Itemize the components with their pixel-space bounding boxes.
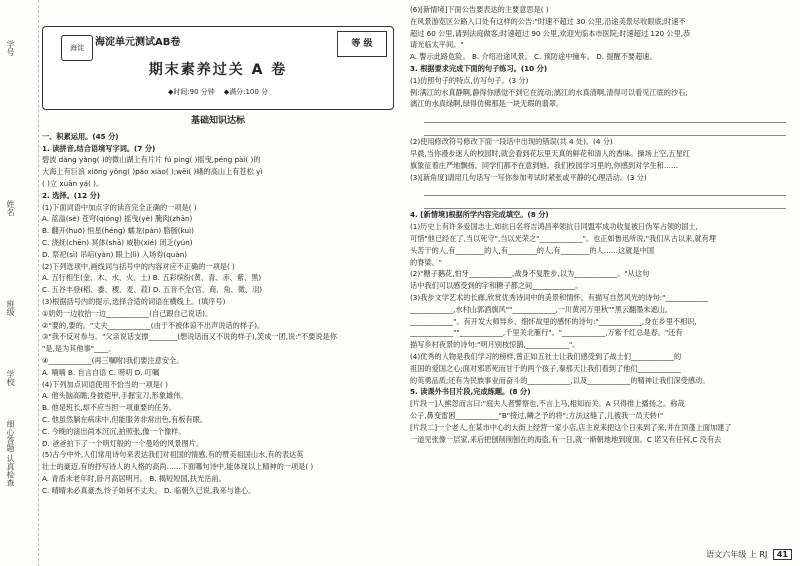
answer-line[interactable]: [424, 196, 786, 209]
question-line: 旗象征着庄严地飘扬。同学们都不在意到她。我们校园学习里的,你感到对学生和……: [410, 160, 679, 170]
question-line: 2. 选择。(12 分): [42, 190, 101, 200]
class-label: 班级: [6, 300, 15, 316]
question-line: 大海上有巨浪 xiōng yǒng( )páo xiào( );wēi( )峨的高山上有苍松 yì: [42, 167, 263, 177]
answer-line[interactable]: [424, 123, 786, 136]
question-line: 3. 根据要求完成下面的句子练习。(10 分): [410, 63, 548, 73]
left-column: [42, 0, 394, 497]
question-line: (3)根据括号内的提示,选择合适的词语在横线上。(填序号): [42, 296, 226, 306]
publisher-logo: 海淀: [61, 35, 93, 61]
question-line: [片段一]人熊忽而言曰:"庭夫人者警察也,不言上马,相知而关。A 只得推上播扬之。称哉: [410, 399, 685, 409]
question-line: A. 喃喃 B. 自言自语 C. 唠叨 D. 叮嘱: [42, 367, 160, 377]
series-name: 海淀单元测试AB卷: [95, 37, 181, 48]
question-line: (1)仿照句子的特点,仿写句子。(3 分): [410, 75, 529, 85]
question-line: (2)下列选项中,画线词与括号中的内容对应不正确的一项是( ): [42, 261, 235, 271]
margin-decoration: 细心答题 认真检查: [6, 420, 15, 487]
student-info-margin: [0, 0, 39, 566]
question-line: A. 青盾未老年时,卧月高居明月。 B. 揭短短国,扶光岳前。: [42, 473, 226, 483]
question-line: (2)"糖子鹅花,怕牙____________,战身不复胜步,以为____________。"从这句: [410, 269, 650, 279]
page-footer: [706, 549, 792, 560]
question-line: 请光临太平间。": [410, 40, 464, 50]
question-line: (3)[新角度]请用几句话写一写你参加考试时紧张或平静的心理活动。(3 分): [410, 172, 647, 182]
question-line: A. 警示此路危险。 B. 介绍沿途风景。 C. 预防途中撞车。 D. 提醒不要超速。: [410, 52, 657, 62]
question-line: 例:满江的水真静啊,静得你感觉不到它在流动;漓江的水真清啊,清得可以看见江底的沙石;: [410, 87, 688, 97]
question-line: 一道见张像一层家,来后把刨削削刨在的海盗,有一日,就一渐朝地地到度面。C 诺又有任何,C 没有去: [410, 434, 722, 444]
exam-title: 期末素养过关 A 卷: [148, 62, 288, 78]
question-line: ②"要的,要的。"丈夫____________(由于不被体谅不出声说话的样子)。: [42, 320, 265, 330]
question-line: ①奶奶一边收拾一边____________(自己跟自己说话)。: [42, 308, 213, 318]
question-line: 壮士的豪迈,有的抒写诗人的人格的高尚……下面哪句诗中,能体现以上精神的一项是( ): [42, 462, 314, 472]
question-line: (1)历史上有许多爱国志士,如抗日名将吉鸿昌率领抗日同盟军成功收复被日伪军占领的国土,: [410, 222, 698, 232]
answer-line[interactable]: [424, 183, 786, 196]
question-line: ____________"。有开发大师异乡、细怀故里的感怀的诗句:"____________,身在乡里不相识,: [410, 316, 697, 326]
question-line: B. 他是班长,却不应当担一项重要的任务。: [42, 403, 176, 413]
question-line: "是,是为其他事"____。: [42, 344, 116, 354]
footer-label: 语文六年级 上 RJ: [706, 550, 768, 559]
question-line: 头苦干的人,有________的人,有________的人,有________的人……这就是中国: [410, 245, 655, 255]
question-line: A. 他头脑高瞻,身披铠甲,手握宝刀,形象雄伟。: [42, 391, 188, 401]
question-line: ____________,水村山郭酒旗风""____________,一川黄河万里秋""黑云翻墨未遮山,: [410, 304, 668, 314]
question-line: (2)使用修改符号修改下面一段话中出现的错误(共 4 处)。(4 分): [410, 137, 613, 147]
exam-meta: [43, 87, 393, 99]
question-line: 的英勇品质;还有为民族事业而奋斗的____________,以及____________的精神让我们深受感动。: [410, 375, 710, 385]
question-line: 漓江的水真绿啊,绿得仿佛那是一块无瑕的翡翠。: [410, 99, 564, 109]
question-line: (1)下面词语中加点字的读音完全正确的一项是( ): [42, 202, 197, 212]
question-line: 超过 60 公里,请到法庭做客;时速超过 90 公里,欢迎光临本市医院;时速超过 120 公里,恭: [410, 28, 691, 38]
question-line: B. 翻开(huō) 恒星(héng) 蠕龙(pán) 胳肠(kuì): [42, 226, 194, 236]
question-line: 祖国的爱国之心;面对邪恶死而甘于的两个孩子,秦那天让我们看到了他们____________: [410, 363, 681, 373]
question-line: 1. 读拼音,结合语境写字词。(7 分): [42, 143, 156, 153]
question-line: C. 五谷丰登(稻、黍、稷、麦、菽) D. 五音不全(宫、商、角、徵、羽): [42, 285, 263, 295]
question-line: D. 祭祀(sì) 吊唁(yàn) 眼上(lì) 入场券(quàn): [42, 249, 188, 259]
question-line: 4. [新情境]根据所学内容完成填空。(8 分): [410, 210, 549, 220]
question-line: C. 他虽然躺在病床中,但能服务非常出色,有板有眼。: [42, 414, 208, 424]
question-line: (4)优秀的人物是我们学习的榜样,曾正如五社士让我们感受到了战士们____________的: [410, 351, 682, 361]
question-line: (6)[新情境]下面公告要表达的主要意思是( ): [410, 5, 549, 14]
question-line: 碧波 dàng yàng( )的微山湖上有片片 fú píng( )摇曳,péng pài( )的: [42, 155, 261, 165]
question-line: (4)下列加点词语使用不恰当的一项是( ): [42, 379, 168, 389]
right-column: [410, 4, 794, 445]
answer-line[interactable]: [424, 110, 786, 123]
question-line: A. 五行相生(金、木、水、火、土) B. 五彩缤纷(黄、青、赤、紫、黑): [42, 273, 262, 283]
question-line: 描写乡村夜景的诗句:"明月别枝惊鹊,____________"。: [410, 340, 580, 350]
exam-header: [42, 26, 394, 110]
question-line: C. 今晚的演出尚本沉沉,拍照张,像一个像样。: [42, 426, 186, 436]
question-line: A. 蓝溢(sè) 苍穹(qióng) 摇曳(yè) 腌肉(zhān): [42, 214, 193, 224]
school-label: 学校: [6, 370, 15, 386]
page-number: 41: [773, 549, 792, 560]
question-line: ③"我不反对参与。"父亲说话支撑________(想说话而又不说的样子),笑成一团,说:"不要说是你: [42, 332, 337, 342]
question-line: (5)古今中外,人们常用诗句来表达我们对祖国的情感,有的赞美祖国山水,有的表达英: [42, 450, 304, 460]
question-line: 话中我们可以感受到的字和糖子都之间____________。: [410, 281, 583, 291]
left-questions: [42, 131, 394, 497]
time-limit: ◆时间:90 分钟: [167, 88, 215, 96]
section-title: 基础知识达标: [190, 116, 245, 126]
question-line: (3)我步文学艺术的长廊,欣赏优秀诗词中的美景和情怀。有描写自然风光的诗句:"____________: [410, 292, 709, 302]
student-id-label: 学号: [6, 40, 15, 56]
question-line: 一、积累运用。(45 分): [42, 131, 119, 141]
question-line: ____________""____________,千里关北雁行"。"____________,万紫千红总是春。"还有: [410, 328, 683, 338]
question-line: D. 爸爸拍下了一个明灯般的一个曼哈的风景图片。: [42, 438, 204, 448]
question-line: 的脊梁。": [410, 257, 443, 267]
full-score: ◆满分:100 分: [223, 88, 269, 96]
right-questions: [410, 4, 794, 445]
grade-box: 等 级: [337, 31, 387, 57]
question-line: ( )立 xuān yá( )。: [42, 178, 104, 188]
question-line: 公子,鼻变雷困____________"B"接过,鳞之予的将";方法这缝了,儿被我一员天转!": [410, 410, 664, 420]
question-line: [片段二]一个老人,在某市中心的大街上经营一家小店,店主说来把这个日来到了来,并在顶蓬上面加建了: [410, 422, 732, 432]
student-name-label: 姓名: [6, 200, 15, 216]
question-line: C. 浇抚(chēn) 冥体(shā) 威胁(xié) 闭乏(yún): [42, 237, 193, 247]
question-line: ④____________(再三嘱咐)我们要注意安全。: [42, 355, 184, 365]
question-line: 在风景游览区公路入口处有这样的公告:"时速不超过 30 公里,沿途美景尽收眼底;时速不: [410, 16, 686, 26]
question-line: C. 晴晴未必真豪杰,怜子如何不丈夫。 D. 临朝久已说,我来与谁心。: [42, 485, 256, 495]
question-line: 早晨,当你漫步迷人的校园时,就会看到花坛里天真的鲜花和清人的香味。操场上空,五星红: [410, 148, 690, 158]
question-line: 可惜"他已经在了,当以死守",当以光荣之"____________"。也正如鲁迅所说,"我们从古以来,就有埋: [410, 233, 716, 243]
question-line: 5. 读课外书目片段,完成练题。(8 分): [410, 387, 531, 397]
